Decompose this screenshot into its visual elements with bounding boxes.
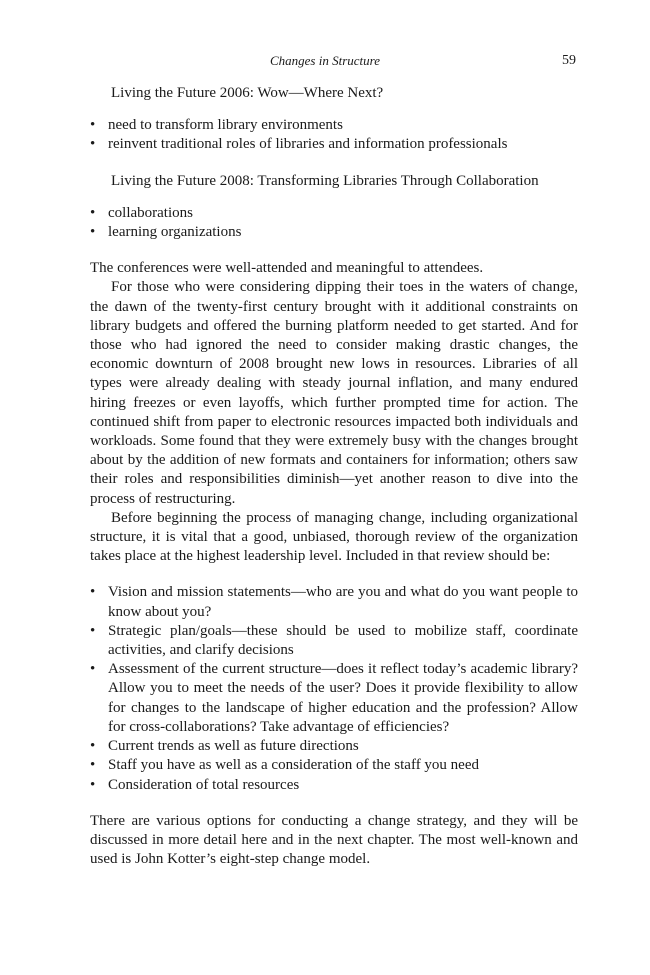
conference-2008-heading: Living the Future 2008: Transforming Libraries Through Collaboration xyxy=(111,172,539,189)
list-item: • Consideration of total resources xyxy=(90,776,578,795)
conference-2006-list xyxy=(90,116,578,154)
list-item: • reinvent traditional roles of libraries and information professionals xyxy=(90,135,578,154)
list-item: • Staff you have as well as a consideration of the staff you need xyxy=(90,756,578,775)
paragraph-options: There are various options for conducting a change strategy, and they will be discussed in more detail here and in the next chapter. The most well-known and used is John Kotter’s eight-step change model. xyxy=(90,812,578,868)
page-header xyxy=(0,53,650,73)
paragraph-review: Before beginning the process of managing change, including organizational structure, it is vital that a good, unbiased, thorough review of the organization takes place at the highest leadership level. Included in that review should be: xyxy=(90,509,578,565)
list-item: • collaborations xyxy=(90,204,578,223)
conference-2006-heading: Living the Future 2006: Wow—Where Next? xyxy=(111,85,384,101)
review-list xyxy=(90,583,578,794)
page-body xyxy=(90,84,578,869)
list-item: • learning organizations xyxy=(90,223,578,242)
list-item: • need to transform library environments xyxy=(90,116,578,135)
list-item: • Assessment of the current structure—does it reflect today’s academic library? Allow you to meet the needs of the user? Does it provide flexibility to allow for changes to the landscape of higher education and the profession? Allow for cross-collaborations? Take advantage of efficiencies? xyxy=(90,660,578,737)
paragraph-change: For those who were considering dipping their toes in the waters of change, the dawn of the twenty-first century brought with it additional constraints on library budgets and offered the burning platform needed to get started. And for those who had ignored the need to consider making drastic changes, the economic downturn of 2008 brought new lows in resources. Libraries of all types were already dealing with steady journal inflation, and many endured hiring freezes or even layoffs, which further prompted time for action. The continued shift from paper to electronic resources impacted both individuals and workloads. Some found that they were extremely busy with the changes brought about by the addition of new formats and containers for information; others saw their roles and responsibilities diminish—yet another reason to dive into the process of restructuring. xyxy=(90,279,578,507)
running-head: Changes in Structure xyxy=(269,53,380,68)
page-number: 59 xyxy=(562,53,576,68)
paragraph-conferences: The conferences were well-attended and meaningful to attendees. xyxy=(90,260,484,277)
list-item: • Vision and mission statements—who are you and what do you want people to know about you? xyxy=(90,583,578,621)
list-item: • Strategic plan/goals—these should be used to mobilize staff, coordinate activities, and clarify decisions xyxy=(90,622,578,660)
list-item: • Current trends as well as future directions xyxy=(90,737,578,756)
conference-2008-list xyxy=(90,204,578,242)
